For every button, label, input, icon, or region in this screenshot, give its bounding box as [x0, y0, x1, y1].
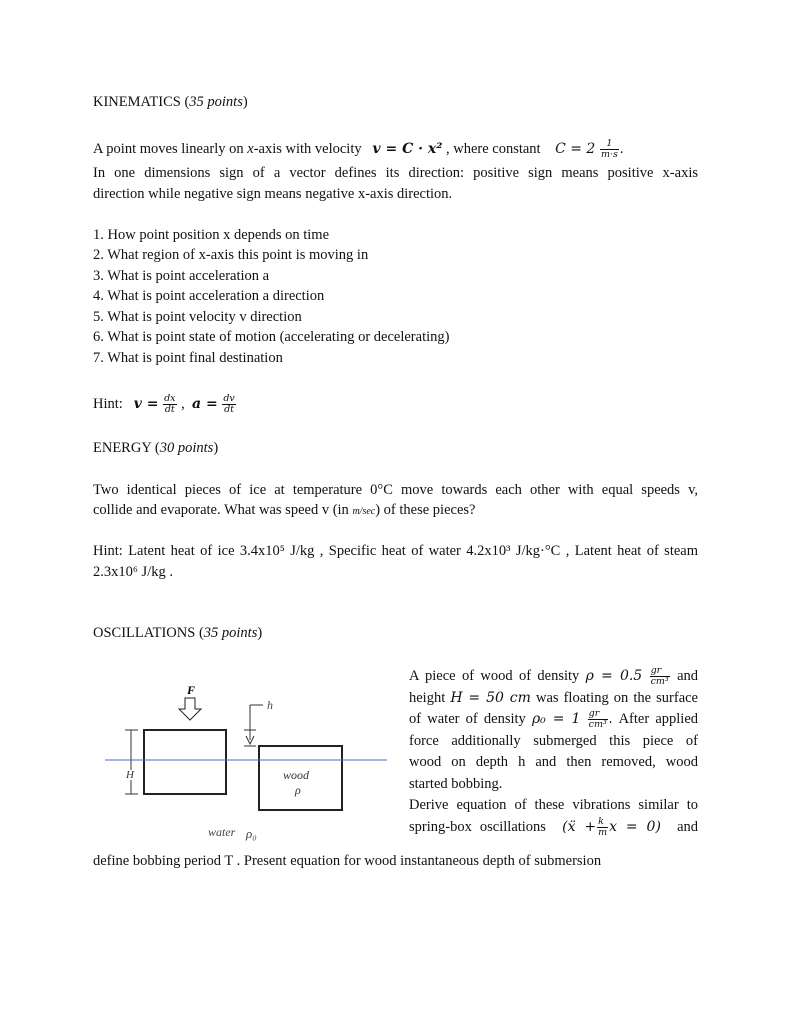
- left-wood-block: [144, 730, 226, 794]
- kinematics-hint: Hint: v = $\frac{dx}{dt}$ , a = $\frac{dv}{dt}$: [93, 393, 235, 415]
- height-label: H: [126, 769, 134, 781]
- question-7: 7. What is point final destination: [93, 350, 283, 366]
- oscillations-last-line: define bobbing period T . Present equation for wood instantaneous depth of submersion: [93, 853, 602, 869]
- energy-line2: collide and evaporate. What was speed v (in m/sec) of these pieces?: [93, 502, 476, 518]
- energy-hint-line2: 2.3x10⁶ J/kg .: [93, 564, 173, 580]
- question-4: 4. What is point acceleration a direction: [93, 288, 325, 304]
- energy-heading: ENERGY (30 points): [93, 440, 219, 456]
- constant-unit-fraction: $\frac{1}{m\cdot s}$: [600, 138, 618, 160]
- velocity-formula: v = C · x²: [372, 140, 443, 157]
- water-label: water: [208, 825, 236, 839]
- question-1: 1. How point position x depends on time: [93, 227, 330, 243]
- oscillations-heading: OSCILLATIONS (35 points): [93, 625, 263, 641]
- wood-label: wood: [283, 768, 310, 782]
- kinematics-intro: A point moves linearly on x-axis with velocity v = C · x² , where constant C = 2 $\frac{1}{m\cdot s}$ .: [93, 138, 624, 160]
- question-2: 2. What region of x-axis this point is moving in: [93, 247, 369, 263]
- oscillations-text: A piece of wood of density ρ = 0.5 $\frac{gr}{\text{cm³}}$ and height H = 50 cm was floating on the surface of water of density ρ₀ = 1 $\frac{gr}{\text{cm³}}$ . After applied force additionally submerged this piece of wood on depth h and then removed, wood started bobbing. Derive equation of these vibrations similar to spring-box oscillations (ẍ + $\frac{k}{m}$ x = 0) and: [409, 665, 699, 838]
- depth-label: h: [267, 698, 273, 712]
- question-3: 3. What is point acceleration a: [93, 268, 270, 284]
- kinematics-heading: KINEMATICS (35 points): [93, 94, 248, 110]
- question-6: 6. What is point state of motion (accelerating or decelerating): [93, 329, 450, 345]
- force-arrow-icon: [179, 698, 201, 720]
- wood-floating-figure: [100, 680, 400, 845]
- constant-formula: C = 2: [555, 140, 596, 157]
- energy-hint-line1: Hint: Latent heat of ice 3.4x10⁵ J/kg , Specific heat of water 4.2x10³ J/kg·°C , Latent heat of steam: [93, 543, 698, 559]
- wood-density-label: ρ: [295, 783, 301, 797]
- kinematics-line2: In one dimensions sign of a vector defines its direction: positive sign means positive x-axis: [93, 165, 698, 181]
- kinematics-line3: direction while negative sign means negative x-axis direction.: [93, 186, 453, 202]
- force-label: F: [187, 683, 196, 697]
- energy-line1: Two identical pieces of ice at temperature 0°C move towards each other with equal speeds v,: [93, 482, 698, 498]
- water-density-label: ρ₀: [246, 826, 257, 841]
- question-5: 5. What is point velocity v direction: [93, 309, 302, 325]
